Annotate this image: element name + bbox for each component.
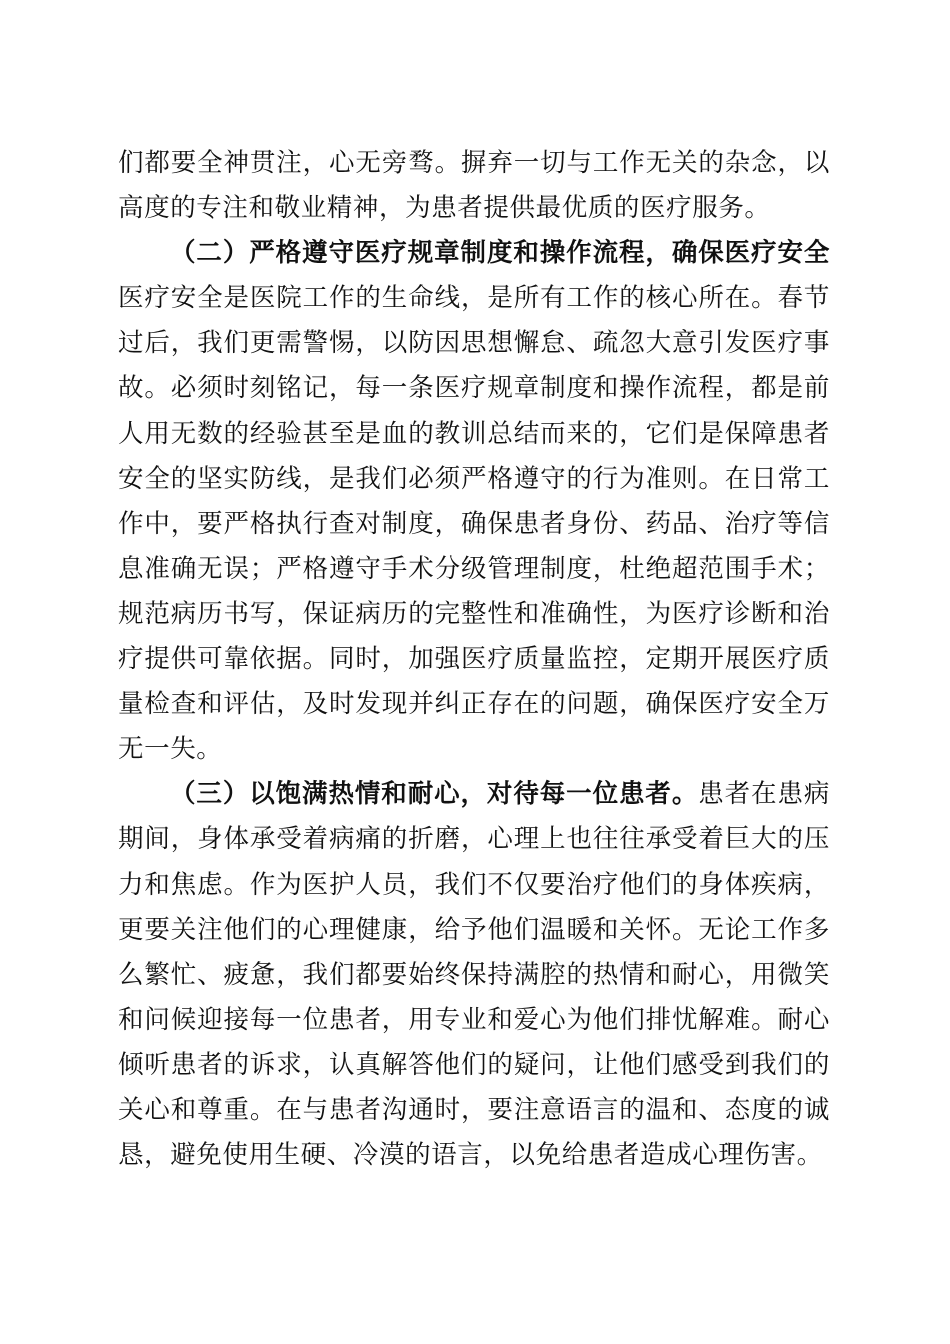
paragraph-continuation <box>118 141 830 231</box>
paragraph-section-3 <box>118 772 830 1178</box>
document-body <box>118 141 830 1178</box>
paragraph-text: 医疗安全是医院工作的生命线，是所有工作的核心所在。春节过后，我们更需警惕，以防因思想懈怠、疏忽大意引发医疗事故。必须时刻铭记，每一条医疗规章制度和操作流程，都是前人用无数的经验甚至是血的教训总结而来的，它们是保障患者安全的坚实防线，是我们必须严格遵守的行为准则。在日常工作中，要严格执行查对制度，确保患者身份、药品、治疗等信息准确无误；严格遵守手术分级管理制度，杜绝超范围手术；规范病历书写，保证病历的完整性和准确性，为医疗诊断和治疗提供可靠依据。同时，加强医疗质量监控，定期开展医疗质量检查和评估，及时发现并纠正存在的问题，确保医疗安全万无一失。 <box>118 283 830 765</box>
section-heading-3: （三）以饱满热情和耐心，对待每一位患者。 <box>170 779 699 810</box>
paragraph-text: 们都要全神贯注，心无旁骛。摒弃一切与工作无关的杂念，以高度的专注和敬业精神，为患者提供最优质的医疗服务。 <box>118 148 830 224</box>
section-heading-2: （二）严格遵守医疗规章制度和操作流程，确保医疗安全 <box>170 238 830 269</box>
paragraph-section-2 <box>118 231 830 772</box>
paragraph-text: 患者在患病期间，身体承受着病痛的折磨，心理上也往往承受着巨大的压力和焦虑。作为医护人员，我们不仅要治疗他们的身体疾病，更要关注他们的心理健康，给予他们温暖和关怀。无论工作多么繁忙、疲惫，我们都要始终保持满腔的热情和耐心，用微笑和问候迎接每一位患者，用专业和爱心为他们排忧解难。耐心倾听患者的诉求，认真解答他们的疑问，让他们感受到我们的关心和尊重。在与患者沟通时，要注意语言的温和、态度的诚恳，避免使用生硬、冷漠的语言，以免给患者造成心理伤害。 <box>118 779 830 1171</box>
